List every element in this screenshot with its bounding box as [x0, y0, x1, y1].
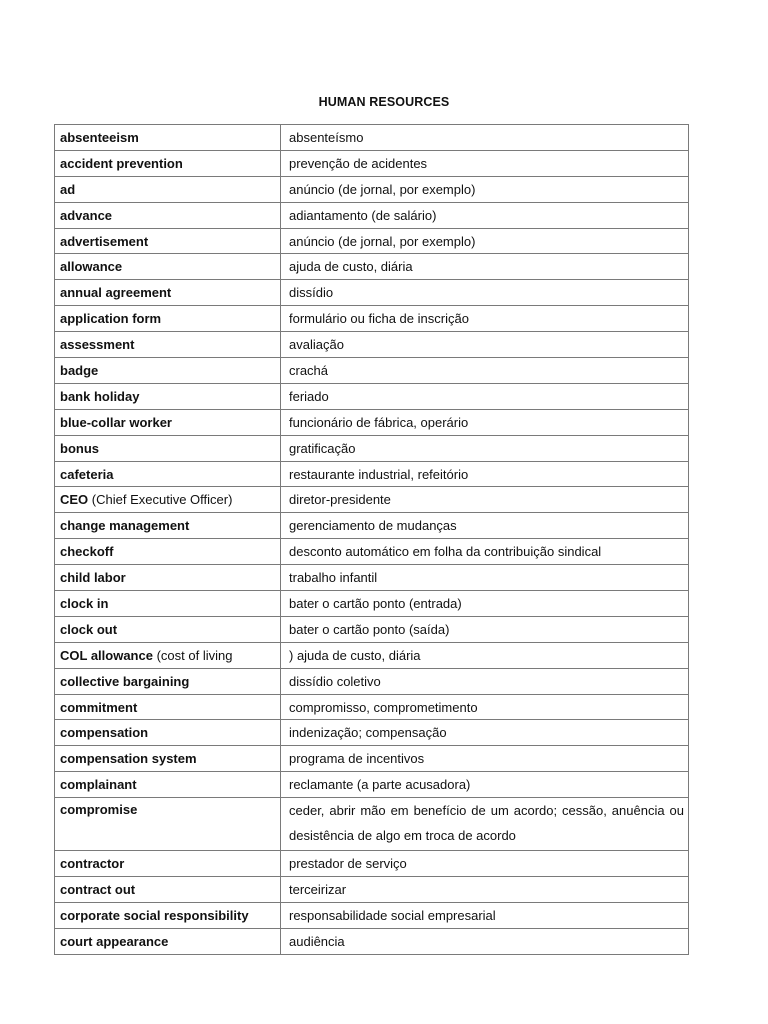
english-term-cell [55, 383, 281, 409]
table-row [55, 539, 689, 565]
english-term: checkoff [60, 544, 114, 560]
english-term: assessment [60, 337, 135, 353]
portuguese-translation: dissídio [281, 280, 689, 306]
table-row [55, 513, 689, 539]
english-term: collective bargaining [60, 673, 190, 689]
english-term: compensation system [60, 751, 197, 767]
english-term: court appearance [60, 933, 169, 949]
table-row [55, 332, 689, 358]
portuguese-translation: ajuda de custo, diária [281, 254, 689, 280]
portuguese-translation: ceder, abrir mão em benefício de um acordo; cessão, anuência ou desistência de algo em troca de acordo [281, 798, 689, 851]
portuguese-translation: bater o cartão ponto (saída) [281, 616, 689, 642]
english-term: complainant [60, 777, 137, 793]
table-row [55, 565, 689, 591]
english-term-cell [55, 642, 281, 668]
portuguese-translation: adiantamento (de salário) [281, 202, 689, 228]
table-row [55, 254, 689, 280]
english-term: blue-collar worker [60, 414, 172, 430]
portuguese-translation: prevenção de acidentes [281, 150, 689, 176]
english-term: child labor [60, 570, 126, 586]
english-term: advertisement [60, 233, 149, 249]
term-note: (cost of living [152, 647, 233, 663]
english-term-cell [55, 851, 281, 877]
english-term-cell [55, 487, 281, 513]
table-row [55, 694, 689, 720]
english-term-cell [55, 202, 281, 228]
english-term: clock in [60, 595, 109, 611]
portuguese-translation: programa de incentivos [281, 746, 689, 772]
portuguese-translation: reclamante (a parte acusadora) [281, 772, 689, 798]
term-note: (Chief Executive Officer) [88, 492, 233, 508]
portuguese-translation: terceirizar [281, 877, 689, 903]
table-row [55, 280, 689, 306]
english-term-cell [55, 435, 281, 461]
english-term-cell [55, 616, 281, 642]
english-term-cell [55, 176, 281, 202]
page-title: HUMAN RESOURCES [318, 95, 450, 109]
portuguese-translation: anúncio (de jornal, por exemplo) [281, 228, 689, 254]
portuguese-translation: anúncio (de jornal, por exemplo) [281, 176, 689, 202]
english-term-cell [55, 125, 281, 151]
english-term: compensation [60, 725, 149, 741]
english-term: advance [60, 207, 113, 223]
english-term: cafeteria [60, 466, 114, 482]
table-row [55, 720, 689, 746]
english-term-cell [55, 254, 281, 280]
english-term: ad [60, 181, 76, 197]
english-term: bonus [60, 440, 99, 456]
portuguese-translation: ) ajuda de custo, diária [281, 642, 689, 668]
english-term-cell [55, 280, 281, 306]
english-term: COL allowance [60, 647, 153, 663]
english-term-cell [55, 306, 281, 332]
table-row [55, 877, 689, 903]
glossary-table [54, 124, 689, 955]
english-term: compromise [60, 802, 138, 818]
table-row [55, 306, 689, 332]
portuguese-translation: gratificação [281, 435, 689, 461]
portuguese-translation: dissídio coletivo [281, 668, 689, 694]
portuguese-translation: feriado [281, 383, 689, 409]
english-term-cell [55, 928, 281, 954]
portuguese-translation: compromisso, comprometimento [281, 694, 689, 720]
table-row [55, 902, 689, 928]
portuguese-translation: diretor-presidente [281, 487, 689, 513]
portuguese-translation: indenização; compensação [281, 720, 689, 746]
portuguese-translation: restaurante industrial, refeitório [281, 461, 689, 487]
english-term-cell [55, 798, 281, 851]
portuguese-translation: formulário ou ficha de inscrição [281, 306, 689, 332]
portuguese-translation: bater o cartão ponto (entrada) [281, 591, 689, 617]
english-term-cell [55, 694, 281, 720]
table-row [55, 176, 689, 202]
portuguese-translation: absenteísmo [281, 125, 689, 151]
english-term: change management [60, 518, 190, 534]
english-term-cell [55, 902, 281, 928]
english-term-cell [55, 461, 281, 487]
table-row [55, 487, 689, 513]
table-row [55, 591, 689, 617]
english-term-cell [55, 513, 281, 539]
table-row [55, 746, 689, 772]
english-term: clock out [60, 621, 118, 637]
english-term-cell [55, 358, 281, 384]
english-term: application form [60, 311, 162, 327]
english-term: bank holiday [60, 388, 140, 404]
table-row [55, 461, 689, 487]
table-row [55, 409, 689, 435]
portuguese-translation: crachá [281, 358, 689, 384]
english-term-cell [55, 539, 281, 565]
english-term: contractor [60, 856, 125, 872]
english-term-cell [55, 409, 281, 435]
portuguese-translation: desconto automático em folha da contribuição sindical [281, 539, 689, 565]
english-term: commitment [60, 699, 138, 715]
english-term: badge [60, 362, 99, 378]
english-term-cell [55, 668, 281, 694]
portuguese-translation: prestador de serviço [281, 851, 689, 877]
table-row [55, 668, 689, 694]
portuguese-translation: funcionário de fábrica, operário [281, 409, 689, 435]
table-row [55, 358, 689, 384]
english-term: accident prevention [60, 155, 183, 171]
english-term-cell [55, 720, 281, 746]
table-row [55, 928, 689, 954]
english-term-cell [55, 772, 281, 798]
table-row [55, 125, 689, 151]
english-term: absenteeism [60, 129, 139, 145]
table-row [55, 772, 689, 798]
table-row [55, 383, 689, 409]
table-row [55, 642, 689, 668]
table-row [55, 150, 689, 176]
english-term: corporate social responsibility [60, 907, 249, 923]
english-term: contract out [60, 881, 136, 897]
table-row [55, 798, 689, 851]
portuguese-translation: gerenciamento de mudanças [281, 513, 689, 539]
table-row [55, 228, 689, 254]
table-row [55, 616, 689, 642]
english-term-cell [55, 877, 281, 903]
portuguese-translation: trabalho infantil [281, 565, 689, 591]
english-term-cell [55, 150, 281, 176]
english-term-cell [55, 565, 281, 591]
english-term: annual agreement [60, 285, 172, 301]
table-row [55, 202, 689, 228]
english-term-cell [55, 746, 281, 772]
glossary-body [55, 125, 689, 955]
english-term-cell [55, 228, 281, 254]
english-term-cell [55, 591, 281, 617]
english-term: allowance [60, 259, 123, 275]
portuguese-translation: audiência [281, 928, 689, 954]
table-row [55, 435, 689, 461]
portuguese-translation: avaliação [281, 332, 689, 358]
english-term-cell [55, 332, 281, 358]
table-row [55, 851, 689, 877]
portuguese-translation: responsabilidade social empresarial [281, 902, 689, 928]
english-term: CEO [60, 492, 89, 508]
